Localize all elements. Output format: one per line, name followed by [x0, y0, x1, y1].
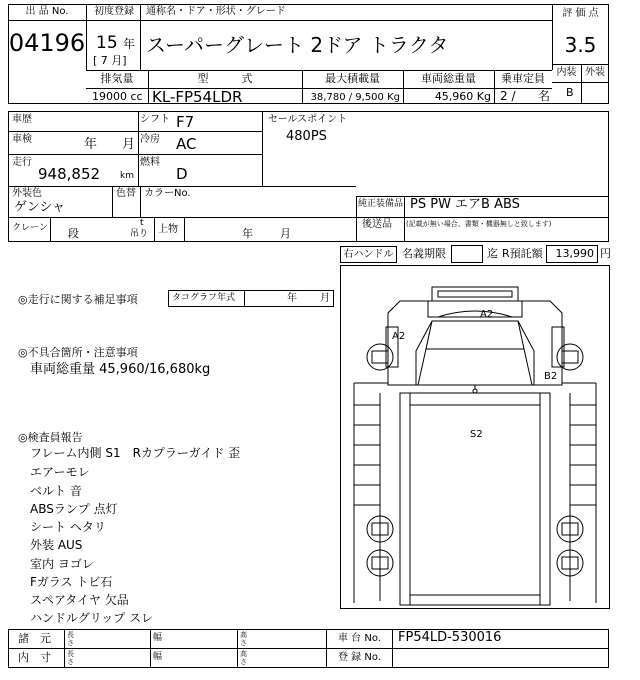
- gross-weight-label: 車両総重量: [421, 72, 476, 85]
- length-label: 長さ: [67, 650, 74, 666]
- shift-value: F7: [176, 113, 195, 131]
- reg-label: 登 録 No.: [338, 652, 381, 663]
- tacho-month-unit: 月: [320, 293, 330, 304]
- height-label: 高さ: [240, 650, 247, 666]
- tachograph-label: タコグラフ年式: [172, 293, 236, 303]
- mileage-unit: km: [120, 171, 134, 181]
- recycle-label: R預託額: [502, 247, 543, 260]
- width-label: 幅: [153, 633, 163, 643]
- capacity-label: 乗車定員: [501, 72, 545, 85]
- crane-step-unit: 段: [68, 227, 79, 240]
- inspector-line: シート ヘタリ: [30, 520, 106, 534]
- lot-no: 04196: [8, 29, 86, 57]
- inspector-line: ベルト 音: [30, 484, 82, 498]
- max-load-label: 最大積載量: [325, 72, 380, 85]
- mileage-value: 948,852: [38, 165, 101, 183]
- mileage-label: 走行: [12, 157, 32, 168]
- upper-year-unit: 年: [242, 227, 253, 240]
- inspector-line: エアーモレ: [30, 465, 90, 479]
- capacity-unit: 名: [538, 89, 551, 103]
- color-no-label: 色替: [116, 188, 136, 199]
- length-label: 長さ: [67, 631, 74, 647]
- inspector-line: Fガラス トビ石: [30, 575, 113, 589]
- aircon-value: AC: [176, 135, 197, 153]
- crane-lift-label: 吊り: [130, 229, 149, 239]
- displacement-label: 排気量: [100, 72, 134, 85]
- inspector-line: 外装 AUS: [30, 538, 83, 552]
- mileage-supp-label: ◎走行に関する補足事項: [18, 293, 138, 306]
- grade-value: 3.5: [564, 33, 597, 57]
- fuel-value: D: [176, 165, 188, 183]
- model-code-value: KL-FP54LDR: [152, 88, 243, 106]
- height-label: 高さ: [240, 631, 247, 647]
- inspection-year-unit: 年: [84, 137, 98, 152]
- defects-label: ◎不具合箇所・注意事項: [18, 346, 138, 359]
- genuine-equipment-value: PS PW エアB ABS: [410, 197, 520, 212]
- capacity-value: 2 /: [500, 89, 516, 103]
- name-change-prefix: 迄: [487, 247, 498, 260]
- tacho-year-unit: 年: [287, 293, 297, 304]
- model-code-label: 型 式: [197, 72, 253, 85]
- grade-label: 評 価 点: [562, 8, 599, 19]
- exterior-label: 外装: [585, 67, 605, 78]
- displacement-value: 19000 cc: [92, 90, 143, 103]
- diagram-mark: A2: [392, 331, 406, 342]
- ext-color-label: 外装色: [12, 188, 42, 199]
- aircon-label: 冷房: [140, 134, 160, 145]
- chassis-label: 車 台 No.: [338, 633, 381, 644]
- first-reg-year: 15 年: [96, 33, 136, 53]
- crane-label: クレーン: [12, 223, 48, 233]
- inspector-line: フレーム内側 S1 Rカプラーガイド 歪: [30, 446, 241, 460]
- first-reg-month: [ 7 月]: [93, 54, 127, 67]
- aftermarket-label: 後送品: [362, 219, 392, 230]
- footer-row2-label: 内 寸: [18, 651, 51, 664]
- sales-point-label: セールスポイント: [268, 114, 348, 125]
- fuel-label: 燃料: [140, 157, 160, 168]
- inspection-label: 車検: [12, 134, 32, 145]
- history-label: 車歴: [12, 114, 32, 125]
- max-load-value: 38,780 / 9,500 Kg: [310, 92, 400, 103]
- interior-value: B: [566, 86, 574, 99]
- inspector-label: ◎検査員報告: [18, 431, 83, 444]
- shift-label: シフト: [140, 114, 170, 125]
- inspector-line: 室内 ヨゴレ: [30, 557, 94, 571]
- damage-diagram: [340, 265, 610, 609]
- recycle-unit: 円: [600, 247, 611, 260]
- inspector-line: ハンドルグリップ スレ: [30, 611, 154, 625]
- inspector-line: スペアタイヤ 欠品: [30, 593, 129, 607]
- interior-label: 内装: [556, 67, 577, 78]
- first-reg-label: 初度登録: [94, 6, 134, 17]
- diagram-mark: A2: [480, 309, 494, 320]
- lot-no-label: 出 品 No.: [25, 6, 69, 17]
- model-name-label: 通称名・ドア・形状・グレード: [146, 6, 286, 17]
- ext-color-value: ゲンシャ: [14, 200, 66, 215]
- diagram-mark: S2: [470, 429, 483, 440]
- footer-row1-label: 諸 元: [18, 632, 51, 645]
- defects-value: 車両総重量 45,960/16,680kg: [30, 362, 211, 377]
- sales-point-value: 480PS: [286, 129, 327, 144]
- model-name: スーパーグレート 2ドア トラクタ: [146, 33, 449, 57]
- width-label: 幅: [153, 652, 163, 662]
- name-change-label: 名義期限: [402, 247, 446, 260]
- inspection-month-unit: 月: [122, 137, 136, 152]
- upper-month-unit: 月: [280, 227, 291, 240]
- gross-weight-value: 45,960 Kg: [434, 90, 491, 103]
- inspector-line: ABSランプ 点灯: [30, 502, 118, 516]
- upper-label: 上物: [158, 224, 178, 235]
- recycle-box: 13,990: [546, 245, 598, 263]
- handle-box: 右ハンドル: [340, 246, 397, 263]
- diagram-mark: B2: [544, 371, 558, 382]
- chassis-value: FP54LD-530016: [398, 630, 502, 645]
- crane-ton-label: t: [140, 218, 144, 228]
- genuine-equipment-label: 純正装備品: [358, 199, 404, 209]
- color-code-label: カラーNo.: [144, 188, 191, 199]
- aftermarket-note: (記載が無い場合、書類・機器無しと致します): [406, 220, 552, 228]
- name-change-box: [451, 245, 483, 263]
